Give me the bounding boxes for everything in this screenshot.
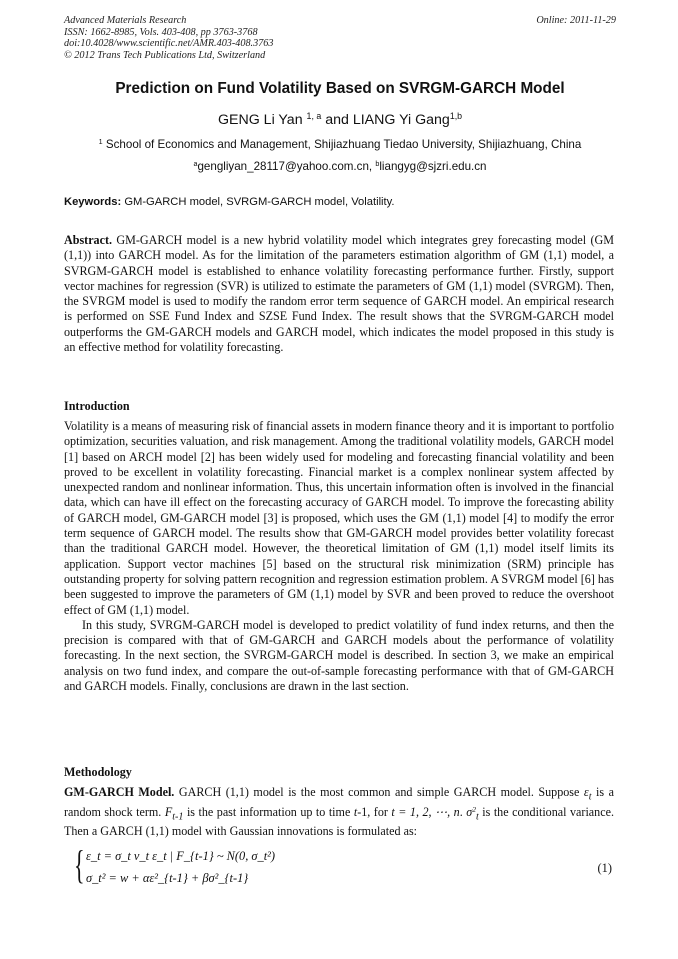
author-emails [20,160,660,173]
method-text-3: is the past information up to time [186,804,351,819]
author-1: GENG Li Yan [217,112,303,128]
equation-line-1: ε_t = σ_t v_t ε_t | F_{t-1} ~ N(0, σ_t²) [86,849,275,863]
methodology-heading: Methodology [64,765,132,779]
method-text-3b: t [353,804,358,819]
keywords [64,196,616,208]
keywords-label: Keywords: [64,196,122,208]
affiliation-sup: 1 [98,137,103,147]
journal-name: Advanced Materials Research [64,15,187,26]
method-text-2: is a random shock term. [64,785,614,819]
f-char: F [164,804,173,819]
author-1-sup: 1, a [306,111,322,122]
abstract-label: Abstract. [64,233,113,247]
equation-brace: { [74,842,85,887]
issn-line: ISSN: 1662-8985, Vols. 403-408, pp 3763-3768 [64,26,258,38]
affiliation-text: School of Economics and Management, Shijiazhuang Tiedao University, Shijiazhuang, China [105,138,582,151]
equation-line-2: σ_t² = w + αε²_{t-1} + βσ²_{t-1} [86,871,249,885]
abstract [64,233,614,355]
author-2-sup: 1,b [449,111,463,122]
abstract-text: GM-GARCH model is a new hybrid volatility model which integrates grey forecasting model (GM (1,1)) into GARCH model. As for the limitation of the parameters estimation algorithm of GM (1,1) model, a SVRGM-GARCH model is established to enhance volatility forecasting performance further. Firstly, support vector machines for regression (SVR) is utilized to estimate the parameters of GM (1,1) model (SVRGM). Then, the SVRGM model is used to modify the random error term sequence of GARCH model. An empirical research is performed on SSE Fund Index and SZSE Fund Index. The result shows that the SVRGM-GARCH model outperforms the GM-GARCH models and GARCH model, which indicates the model proposed in this study is an effective method for volatility forecasting. [64,233,614,355]
f-sub: t-1 [172,811,184,823]
email-b-sup: b [375,159,380,169]
keywords-text: GM-GARCH model, SVRGM-GARCH model, Volatility. [124,196,395,208]
sigma-symbol [466,804,479,823]
copyright-line: © 2012 Trans Tech Publications Ltd, Switzerland [64,49,266,61]
epsilon-symbol [583,785,592,803]
author-line [40,112,640,128]
equation-number: (1) [597,861,612,875]
sigma-char: σ [466,804,473,819]
email-a[interactable]: gengliyan_28117@yahoo.com.cn, [197,160,373,173]
journal-masthead [64,15,616,61]
affiliation [20,138,660,151]
method-text-3c: -1, for [357,804,388,819]
intro-paragraph-2: In this study, SVRGM-GARCH model is developed to predict volatility of fund index returns, and then the precision is compared with that of GM-GARCH and GARCH models about the performance of volatility forecasting. In the next section, the SVRGM-GARCH model is described. In section 3, we make an empirical analysis on two fund index, and compare the out-of-sample forecasting performance with that of GM-GARCH and GARCH models. Finally, conclusions are drawn in the last section. [64,617,614,694]
index-range: t = 1, 2, ⋯, n [391,804,460,819]
author-2: LIANG Yi Gang [352,112,450,128]
email-a-sup: a [193,159,198,169]
paper-title: Prediction on Fund Volatility Based on SVRGM-GARCH Model [115,80,565,97]
sigma-sup: 2 [472,804,476,814]
f-symbol [164,804,184,823]
epsilon-sub: t [588,791,592,803]
author-conjunction: and [325,112,349,128]
epsilon-char: ε [583,785,589,799]
intro-paragraph-1: Volatility is a means of measuring risk of financial assets in modern finance theory and it is important to portfolio optimization, securities valuation, and risk management. Among the traditional volatility models, GARCH model [1] based on ARCH model [2] has been widely used for modeling and forecasting financial volatility and been proved to be excellent in volatility forecasting. Financial market is a complex nonlinear system affected by unexpected random and nonlinear information. Thus, this uncertain information often is involved in the financial data, which can have ill effect on the forecasting accuracy of GARCH model. To improve the forecasting ability of GARCH model, GM-GARCH model [3] is proposed, which uses the GM (1,1) model [4] to modify the error term sequence of GARCH model. The results show that GM-GARCH model provides better volatility forecast than the traditional GARCH model. However, the theoretical limitation of GM (1,1) model itself limits its application. Support vector machines [5] based on the structural risk minimization (SRM) principle has outstanding property for solving pattern recognition and regression estimation problem. A SVRGM model [6] has been suggested to improve the parameters of GM (1,1) model by SVR and been proved to reduce the overshoot effect of GM (1,1) model. [64,419,614,617]
methodology-body [64,785,614,840]
online-date: Online: 2011-11-29 [536,15,616,26]
gm-garch-label: GM-GARCH Model. [64,785,175,799]
method-text-1: GARCH (1,1) model is the most common and simple GARCH model. Suppose [178,785,580,799]
method-text-5: is the conditional variance. Then a GARCH (1,1) model with Gaussian innovations is formulated as: [64,804,614,839]
doi-line: doi:10.4028/www.scientific.net/AMR.403-408.3763 [64,38,274,50]
introduction-heading: Introduction [64,399,130,413]
equation-1 [74,842,614,895]
method-text-4: . [459,804,463,819]
sigma-sub: t [475,811,479,823]
introduction-body [64,419,614,694]
email-b[interactable]: liangyg@sjzri.edu.cn [379,160,487,173]
